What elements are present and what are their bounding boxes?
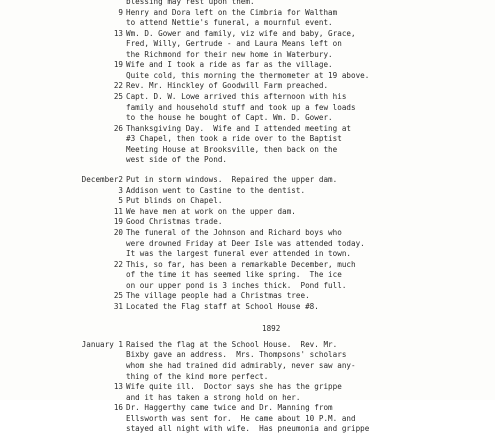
- entry-text-line: Put in storm windows. Repaired the upper dam.: [126, 175, 338, 185]
- entry-text-line: This, so far, has been a remarkable December, much: [126, 259, 356, 269]
- entry-text-line: Bixby gave an address. Mrs. Thompsons' scholars: [126, 350, 347, 360]
- year-heading: 1892: [262, 324, 281, 334]
- entry-date: 25: [113, 291, 123, 301]
- entry-text-line: were drowned Friday at Deer Isle was attended today.: [126, 238, 365, 248]
- entry-text-line: Quite cold, this morning the thermometer at 19 above.: [126, 70, 370, 80]
- entry-date: 19: [113, 217, 123, 227]
- entry-date: 5: [118, 196, 123, 206]
- entry-text-line: Wm. D. Gower and family, viz wife and baby, Grace,: [126, 28, 356, 38]
- entry-text-line: Dr. Haggerthy came twice and Dr. Manning from: [126, 403, 333, 413]
- entry-text-line: family and household stuff and took up a few loads: [126, 102, 356, 112]
- entry-text-line: Located the Flag staff at School House #8.: [126, 301, 319, 311]
- entry-text-line: Thanksgiving Day. Wife and I attended meeting at: [126, 123, 351, 133]
- entry-date: 13: [113, 28, 123, 38]
- entry-text-line: thing of the kind more perfect.: [126, 371, 269, 381]
- entry-text-line: the Richmond for their new home in Waterbury.: [126, 49, 333, 59]
- entry-date: January 1: [81, 339, 123, 349]
- entry-text-line: Addison went to Castine to the dentist.: [126, 185, 306, 195]
- entry-text-line: Raised the flag at the School House. Rev. Mr.: [126, 339, 338, 349]
- entry-text-line: Ellsworth was sent for. He came about 10 P.M. and: [126, 413, 356, 423]
- entry-text-line: whom she had trained did admirably, never saw any-: [126, 360, 356, 370]
- entry-date: 9: [118, 7, 123, 17]
- entry-date: 26: [113, 123, 123, 133]
- entry-date: 20: [113, 228, 123, 238]
- entry-text-line: The village people had a Christmas tree.: [126, 291, 310, 301]
- entry-date: 16: [113, 403, 123, 413]
- entry-date: 31: [113, 301, 123, 311]
- entry-text-line: We have men at work on the upper dam.: [126, 206, 296, 216]
- entry-text-line: Meeting House at Brooksville, then back on the: [126, 144, 338, 154]
- entry-date: 13: [113, 382, 123, 392]
- entry-text-line: west side of the Pond.: [126, 155, 228, 165]
- entry-text-line: of the time it has seemed like spring. The ice: [126, 270, 342, 280]
- entry-text-line: Wife quite ill. Doctor says she has the grippe: [126, 382, 342, 392]
- entry-date: December2: [81, 175, 123, 185]
- entry-text-line: and it has taken a strong hold on her.: [126, 392, 301, 402]
- entry-text-line: It was the largest funeral ever attended in town.: [126, 249, 351, 259]
- entry-text-line: blessing may rest upon them.: [126, 0, 255, 6]
- entry-text-line: Henry and Dora left on the Cimbria for Waltham: [126, 7, 338, 17]
- entry-date: 19: [113, 60, 123, 70]
- entry-text-line: to the house he bought of Capt. Wm. D. Gower.: [126, 113, 333, 123]
- entry-text-line: The funeral of the Johnson and Richard boys who: [126, 228, 342, 238]
- entry-text-line: #3 Chapel, then took a ride over to the Baptist: [126, 134, 342, 144]
- entry-text-line: to attend Nettie's funeral, a mournful event.: [126, 18, 333, 28]
- entry-date: 22: [113, 259, 123, 269]
- entry-date: 3: [118, 185, 123, 195]
- entry-date: 25: [113, 91, 123, 101]
- entry-date: 11: [113, 206, 123, 216]
- entry-text-line: Rev. Mr. Hinckley of Goodwill Farm preached.: [126, 81, 329, 91]
- entry-text-line: on our upper pond is 3 inches thick. Pond full.: [126, 280, 347, 290]
- entry-text-line: Fred, Willy, Gertrude - and Laura Means left on: [126, 39, 342, 49]
- entry-text-line: stayed all night with wife. Has pneumonia and grippe: [126, 424, 370, 434]
- entry-text-line: Capt. D. W. Lowe arrived this afternoon with his: [126, 91, 347, 101]
- entry-text-line: Good Christmas trade.: [126, 217, 223, 227]
- entry-text-line: Wife and I took a ride as far as the village.: [126, 60, 333, 70]
- entry-text-line: Put blinds on Chapel.: [126, 196, 223, 206]
- entry-date: 22: [113, 81, 123, 91]
